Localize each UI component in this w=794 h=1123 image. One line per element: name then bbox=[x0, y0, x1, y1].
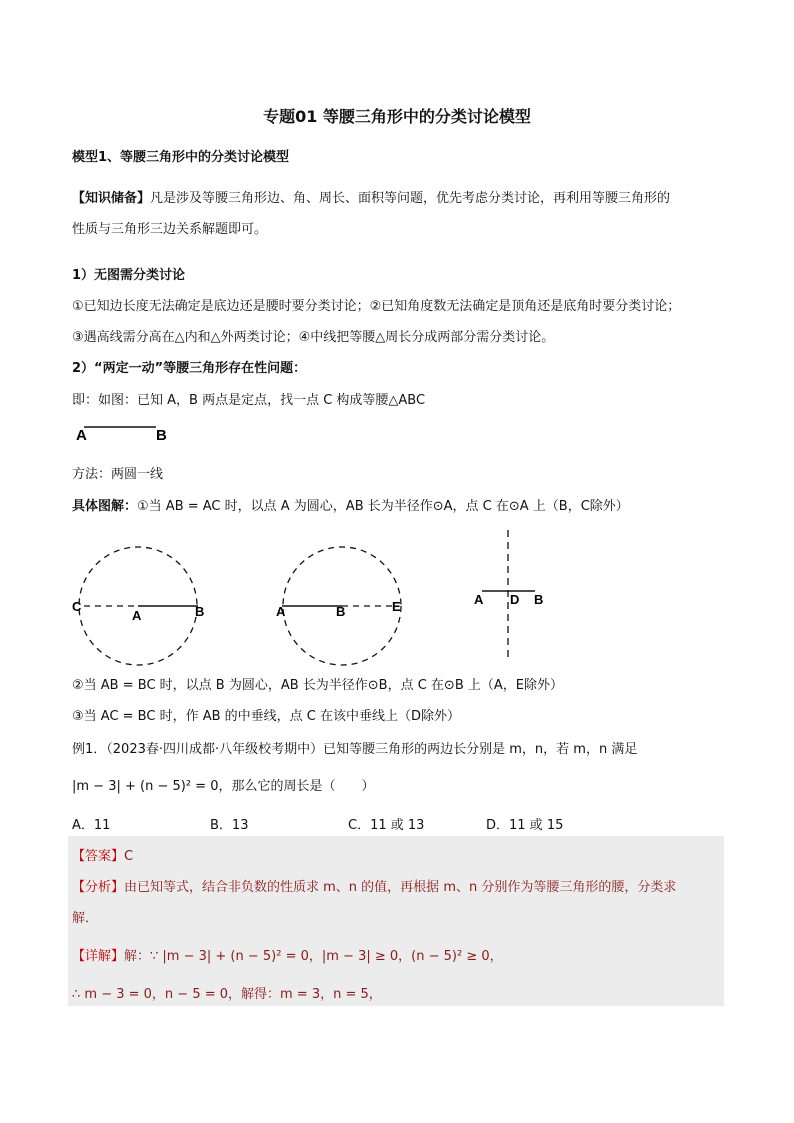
detail-answer-text-1: 解：∵ |m − 3| + (n − 5)² = 0，|m − 3| ≥ 0，(n − 5)² ≥ 0， bbox=[124, 949, 503, 964]
answer-value: C bbox=[124, 849, 134, 864]
segment-label-a: A bbox=[76, 427, 87, 444]
section2-intro: 即：如图：已知 A，B 两点是定点，找一点 C 构成等腰△ABC bbox=[72, 393, 426, 408]
knowledge-label: 【知识储备】 bbox=[72, 191, 151, 206]
section1-line-2: ③遇高线需分高在△内和△外两类讨论；④中线把等腰△周长分成两部分需分类讨论。 bbox=[72, 330, 555, 345]
method-line: 方法：两圆一线 bbox=[72, 467, 164, 482]
section1-heading: 1）无图需分类讨论 bbox=[72, 268, 186, 283]
fig1-label-a: A bbox=[132, 608, 142, 623]
fig2-label-a: A bbox=[276, 604, 286, 619]
analysis-line-1 bbox=[72, 876, 676, 895]
segment-label-b: B bbox=[156, 427, 167, 444]
answer-line bbox=[72, 845, 133, 864]
case-2-line: ②当 AB = BC 时，以点 B 为圆心，AB 长为半径作⊙B，点 C 在⊙B 上（A，E除外） bbox=[72, 678, 563, 693]
case-3-line: ③当 AC = BC 时，作 AB 的中垂线，点 C 在该中垂线上（D除外） bbox=[72, 709, 461, 724]
detail-text: ①当 AB = AC 时，以点 A 为圆心，AB 长为半径作⊙A，点 C 在⊙A 上（B，C除外） bbox=[137, 499, 629, 514]
figure-circle-b bbox=[268, 540, 418, 674]
analysis-label: 【分析】 bbox=[72, 880, 125, 895]
example-line-2: |m − 3| + (n − 5)² = 0，那么它的周长是（ ） bbox=[72, 779, 375, 794]
fig3-label-b: B bbox=[534, 592, 544, 607]
knowledge-text-1: 凡是涉及等腰三角形边、角、周长、面积等问题，优先考虑分类讨论，再利用等腰三角形的 bbox=[150, 191, 671, 206]
option-b: B．13 bbox=[210, 818, 249, 833]
page-title: 专题01 等腰三角形中的分类讨论模型 bbox=[263, 107, 531, 126]
option-d: D．11 或 15 bbox=[486, 818, 564, 833]
example-line-1: 例1．（2023春·四川成都·八年级校考期中）已知等腰三角形的两边长分别是 m，n，若 m，n 满足 bbox=[72, 742, 638, 757]
figure-perpendicular-bisector bbox=[468, 526, 558, 666]
analysis-text-1: 由已知等式，结合非负数的性质求 m、n 的值，再根据 m、n 分别作为等腰三角形的腰，分类求 bbox=[124, 880, 677, 895]
fig3-label-a: A bbox=[474, 592, 484, 607]
section2-heading: 2）“两定一动”等腰三角形存在性问题： bbox=[72, 361, 307, 376]
fig1-label-b: B bbox=[195, 604, 205, 619]
fig2-label-e: E bbox=[392, 599, 401, 614]
fig2-label-b: B bbox=[336, 604, 346, 619]
detail-answer-label: 【详解】 bbox=[72, 949, 125, 964]
section1-line-1: ①已知边长度无法确定是底边还是腰时要分类讨论；②已知角度数无法确定是顶角还是底角时要分类讨论； bbox=[72, 299, 681, 314]
figure-circle-a bbox=[68, 540, 218, 674]
detail-answer-line-1 bbox=[72, 945, 503, 964]
knowledge-line-1 bbox=[72, 187, 670, 206]
detail-line bbox=[72, 495, 629, 514]
analysis-line-2: 解． bbox=[72, 911, 99, 926]
answer-panel bbox=[68, 836, 724, 1006]
segment-ab-figure bbox=[70, 418, 180, 448]
detail-label: 具体图解： bbox=[72, 499, 138, 514]
knowledge-line-2: 性质与三角形三边关系解题即可。 bbox=[72, 222, 268, 237]
fig1-label-c: C bbox=[72, 599, 82, 614]
option-c: C．11 或 13 bbox=[348, 818, 425, 833]
answer-label: 【答案】 bbox=[72, 849, 125, 864]
detail-answer-line-2: ∴ m − 3 = 0，n − 5 = 0，解得：m = 3，n = 5， bbox=[72, 987, 382, 1002]
option-a: A．11 bbox=[72, 818, 111, 833]
fig3-label-d: D bbox=[510, 592, 520, 607]
model-heading: 模型1、等腰三角形中的分类讨论模型 bbox=[72, 150, 290, 165]
